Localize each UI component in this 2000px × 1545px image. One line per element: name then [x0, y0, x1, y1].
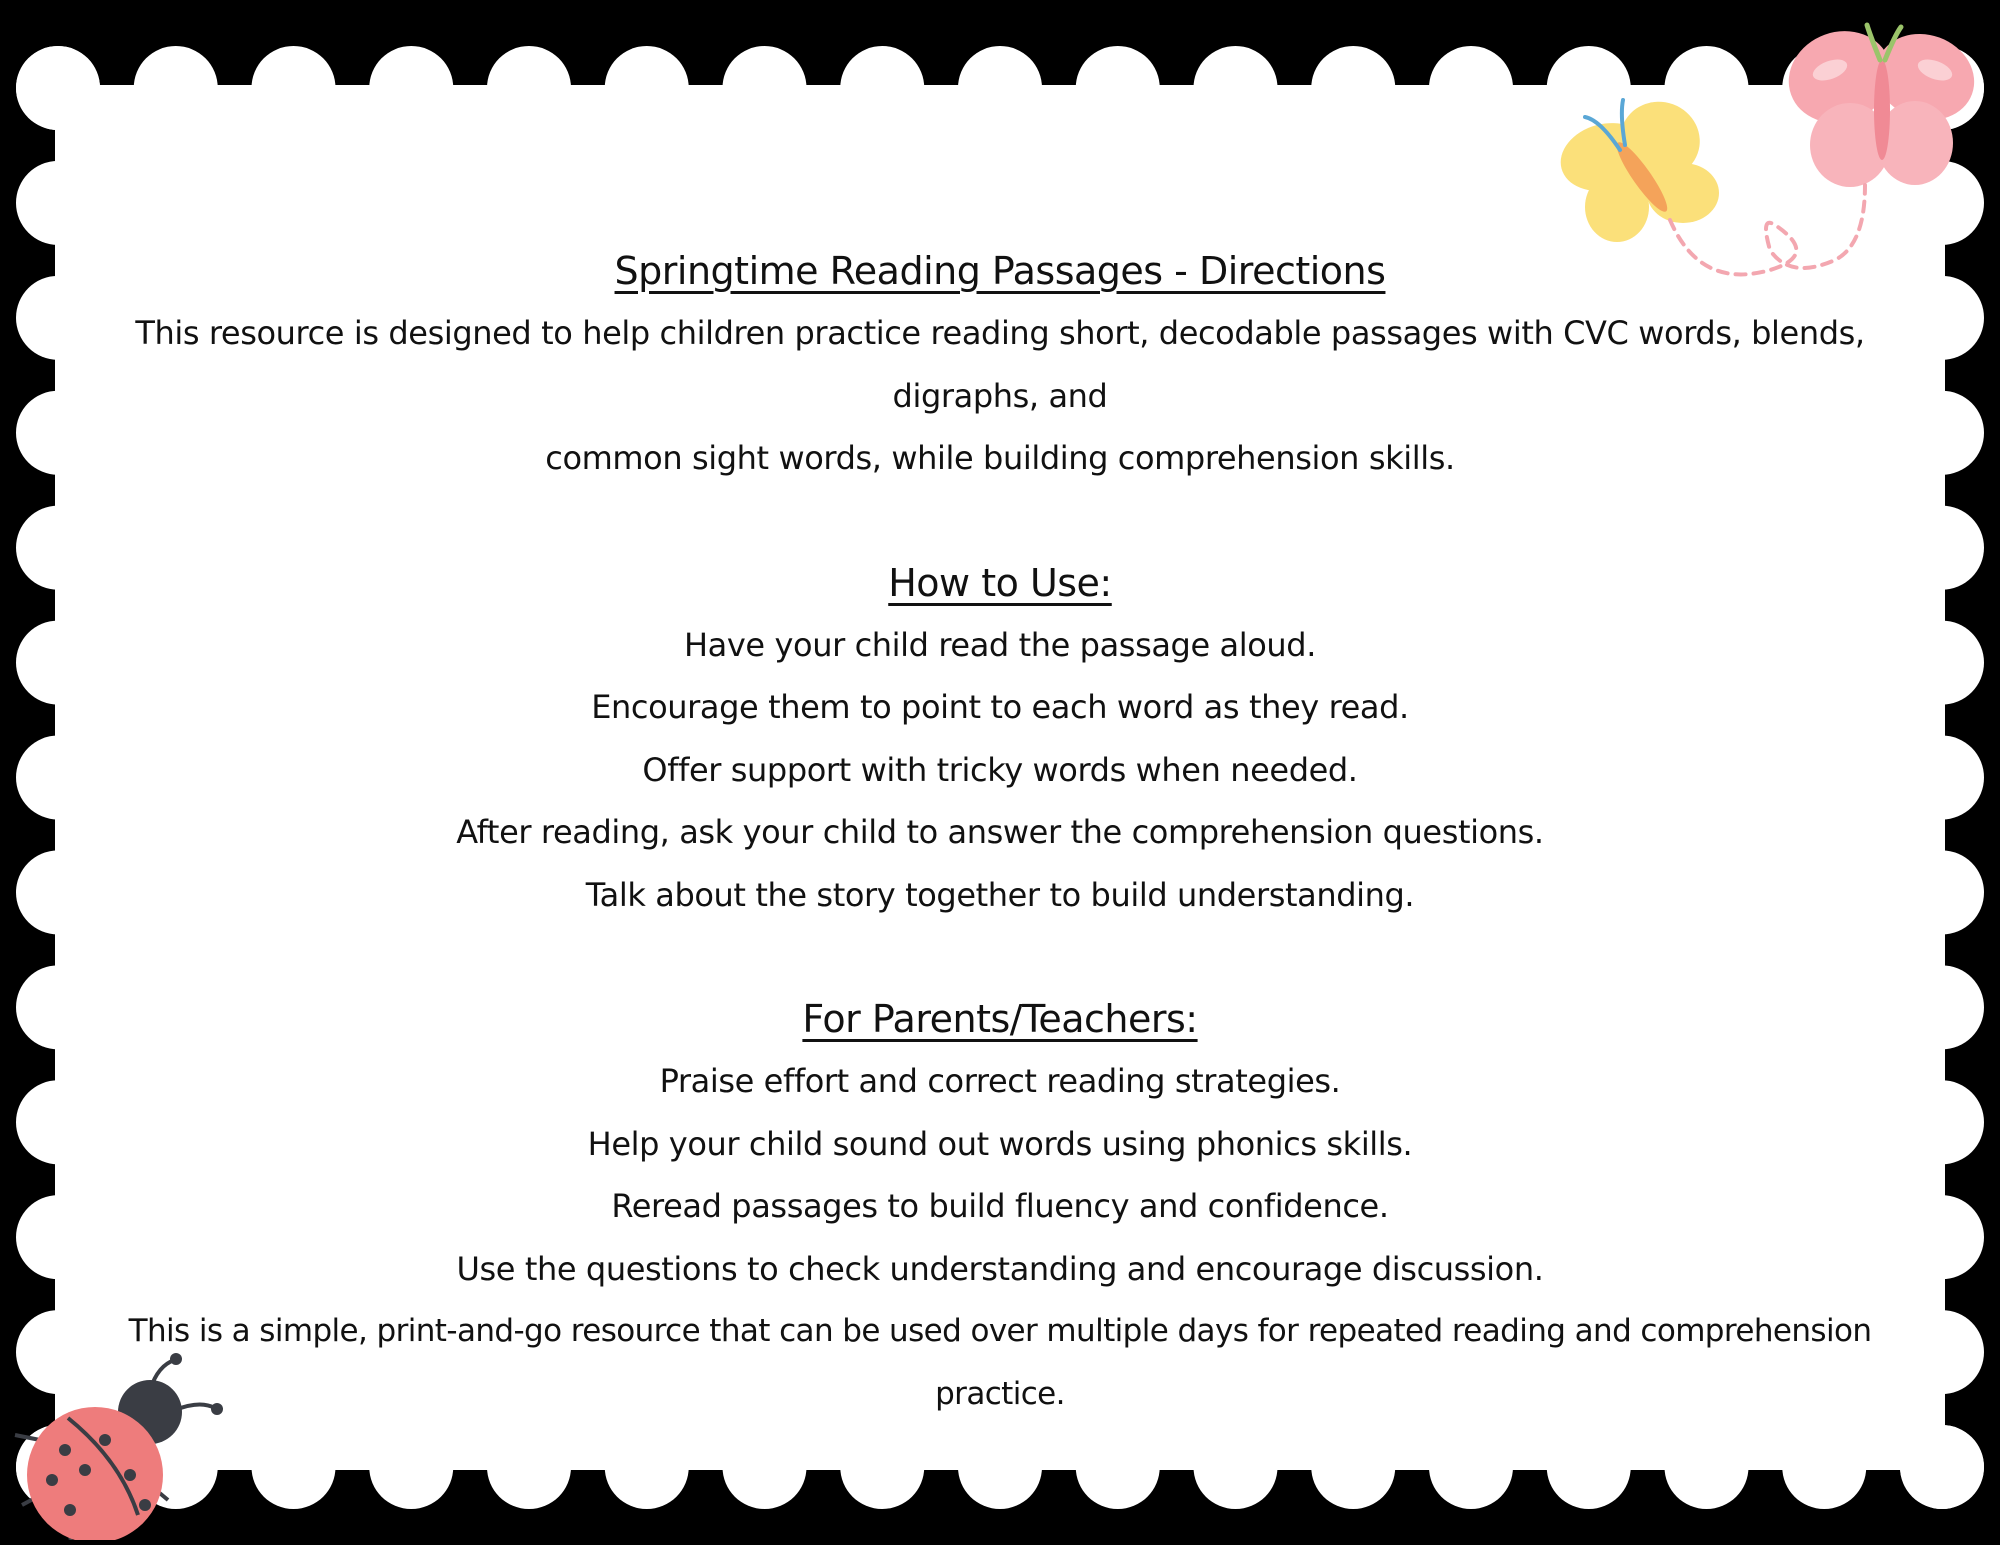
for-parents-item: Help your child sound out words using phonics skills.	[587, 1124, 1413, 1163]
closing-note: This is a simple, print-and-go resource that can be used over multiple days for repeated reading and comprehension practice.	[128, 1313, 1872, 1412]
how-to-use-item: Have your child read the passage aloud.	[684, 625, 1316, 664]
how-to-use-item: After reading, ask your child to answer the comprehension questions.	[456, 813, 1544, 851]
for-parents-item: Reread passages to build fluency and confidence.	[611, 1187, 1389, 1225]
intro-line-1: This resource is designed to help children practice reading short, decodable passages with CVC words, blends, digraphs, and	[135, 314, 1865, 415]
intro-line-2: common sight words, while building comprehension skills.	[545, 439, 1455, 477]
how-to-use-item: Offer support with tricky words when needed.	[642, 750, 1358, 789]
for-parents-item: Praise effort and correct reading strategies.	[659, 1062, 1341, 1100]
how-to-use-item: Encourage them to point to each word as they read.	[591, 688, 1409, 726]
directions-content	[100, 240, 1900, 1425]
for-parents-heading: For Parents/Teachers:	[802, 997, 1198, 1041]
for-parents-item: Use the questions to check understanding and encourage discussion.	[456, 1249, 1544, 1288]
page-title: Springtime Reading Passages - Directions	[614, 249, 1386, 293]
how-to-use-item: Talk about the story together to build understanding.	[585, 875, 1415, 914]
how-to-use-heading: How to Use:	[888, 560, 1112, 605]
pink-butterfly-icon	[1785, 15, 1975, 195]
